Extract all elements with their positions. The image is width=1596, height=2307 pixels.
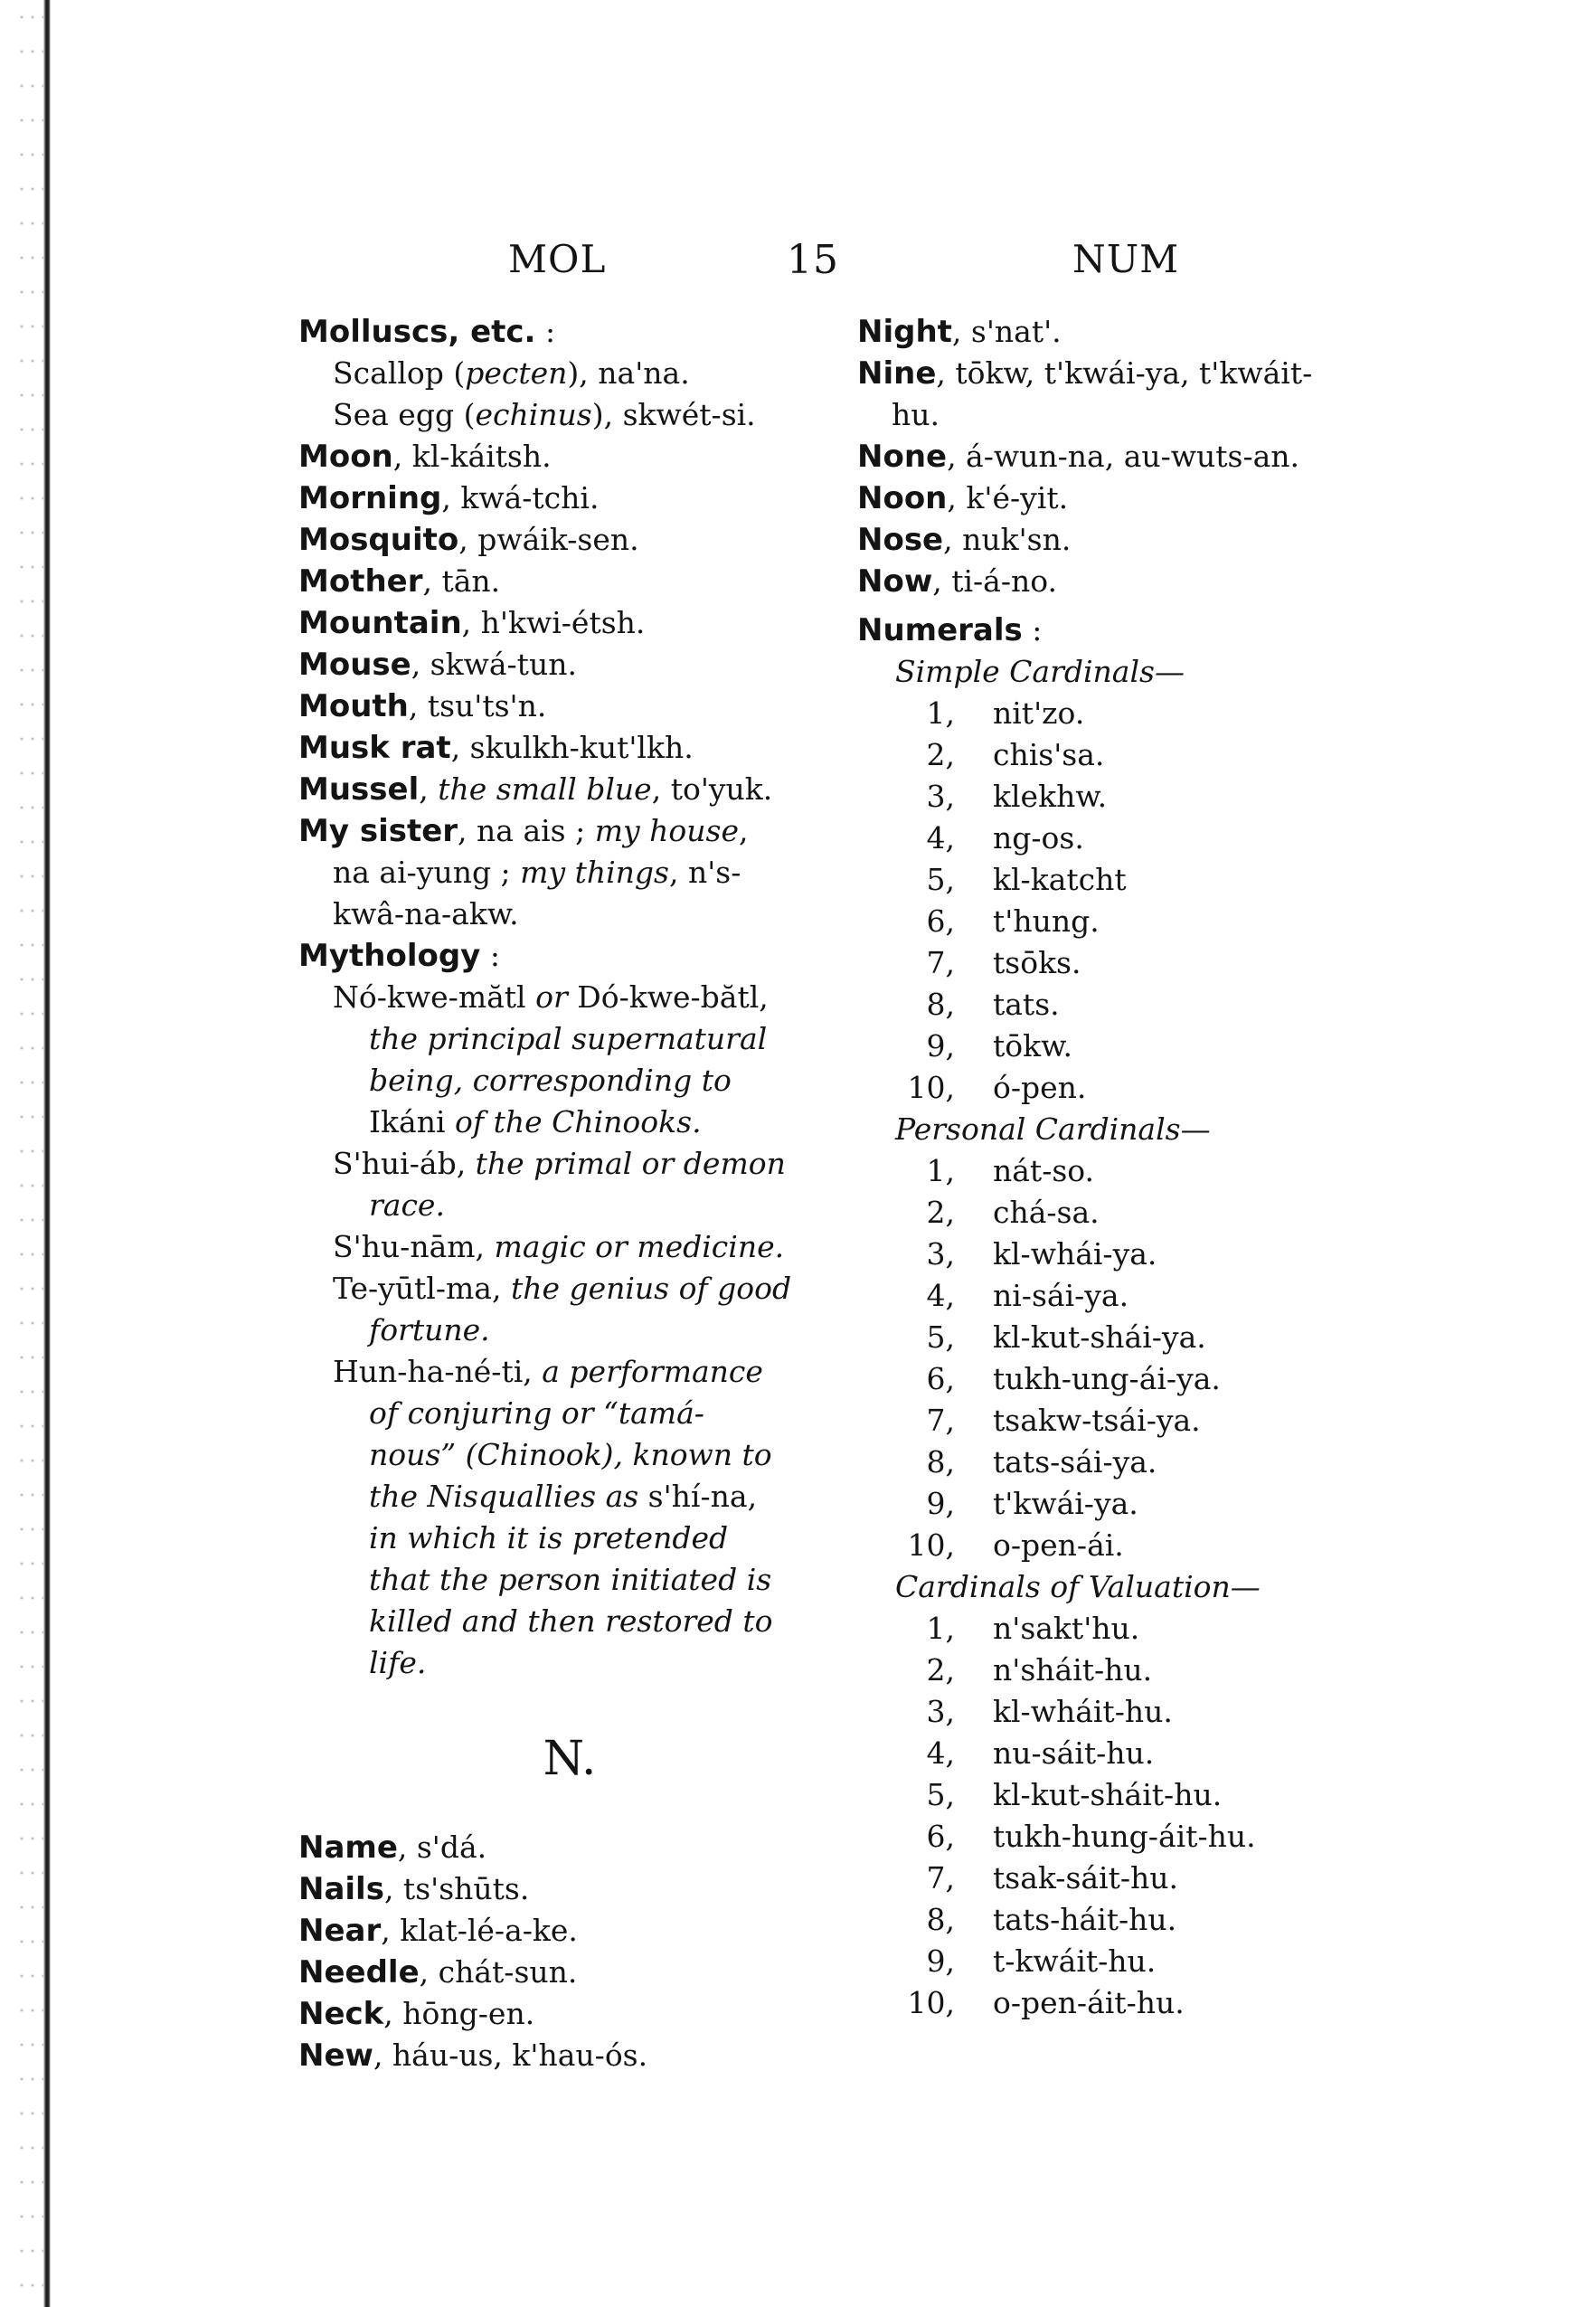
numeral-word: chis'sa. (993, 737, 1105, 772)
numeral-word: klekhw. (993, 779, 1108, 814)
numeral-row (857, 818, 1364, 859)
numeral-number: 2, (926, 1195, 955, 1230)
numeral-word: tsak-sáit-hu. (993, 1860, 1179, 1896)
numeral-number: 7, (926, 945, 955, 980)
numeral-row (857, 1317, 1364, 1358)
numeral-number: 9, (926, 1028, 955, 1064)
entry-nine: Nine, tōkw, t'kwái-ya, t'kwáit- (857, 355, 1313, 392)
numeral-number: 7, (926, 1403, 955, 1438)
page-number: 15 (787, 237, 839, 283)
myth-line: Nó-kwe-mătl or Dó-kwe-bătl, (333, 979, 769, 1015)
entry: Mosquito, pwáik-sen. (298, 522, 639, 558)
myth-line: Te-yūtl-ma, the genius of good (333, 1271, 792, 1306)
numeral-word: tsōks. (993, 945, 1081, 980)
entry: Neck, hōng-en. (298, 1996, 535, 2032)
numeral-row (857, 734, 1364, 776)
numeral-row (857, 1358, 1364, 1400)
numeral-row (857, 1899, 1364, 1941)
numeral-row (857, 1400, 1364, 1442)
numeral-row (857, 1816, 1364, 1858)
numeral-word: tats. (993, 987, 1060, 1022)
numeral-row (857, 693, 1364, 734)
numeral-word: tats-sái-ya. (993, 1444, 1157, 1480)
numeral-number: 1, (926, 1153, 955, 1188)
numeral-number: 3, (926, 1694, 955, 1729)
numeral-word: o-pen-áit-hu. (993, 1985, 1185, 2020)
myth-line: life. (369, 1645, 427, 1680)
numeral-row (857, 1442, 1364, 1483)
numeral-number: 5, (926, 1777, 955, 1812)
numeral-word: t'kwái-ya. (993, 1486, 1138, 1521)
numeral-number: 6, (926, 903, 955, 939)
entry: Needle, chát-sun. (298, 1954, 578, 1990)
numeral-word: n'sháit-hu. (993, 1652, 1153, 1688)
numeral-section-title: Simple Cardinals— (895, 654, 1185, 689)
numeral-word: ó-pen. (993, 1070, 1087, 1105)
myth-line: being, corresponding to (369, 1063, 732, 1098)
numeral-row (857, 1982, 1364, 2024)
numeral-word: tats-háit-hu. (993, 1902, 1177, 1937)
numeral-word: kl-kut-shái-ya. (993, 1319, 1206, 1355)
numeral-number: 2, (926, 737, 955, 772)
numeral-number: 4, (926, 1735, 955, 1771)
entry: Mountain, h'kwi-étsh. (298, 605, 646, 641)
numeral-row (857, 1650, 1364, 1691)
entry: Name, s'dá. (298, 1830, 487, 1866)
running-head-left: MOL (508, 237, 607, 281)
numeral-number: 5, (926, 862, 955, 897)
numeral-section-title: Cardinals of Valuation— (895, 1569, 1261, 1604)
entry-numerals: Numerals : (857, 612, 1043, 648)
right-column (857, 311, 1364, 2024)
myth-line: race. (369, 1187, 445, 1223)
numeral-word: t-kwáit-hu. (993, 1943, 1157, 1979)
numeral-row (857, 1733, 1364, 1774)
entry: Noon, k'é-yit. (857, 480, 1069, 516)
myth-line: fortune. (369, 1312, 490, 1347)
numeral-word: ni-sái-ya. (993, 1278, 1129, 1313)
numeral-word: tsakw-tsái-ya. (993, 1403, 1201, 1438)
numeral-word: tōkw. (993, 1028, 1072, 1064)
headword: Molluscs, etc. (298, 314, 536, 350)
entry: Mouth, tsu'ts'n. (298, 688, 547, 724)
entry-night: Night, s'nat'. (857, 314, 1062, 350)
entry: New, háu-us, k'hau-ós. (298, 2038, 648, 2074)
left-column (298, 311, 805, 2076)
numeral-word: n'sakt'hu. (993, 1611, 1140, 1646)
numeral-number: 9, (926, 1486, 955, 1521)
entry-my-sister: My sister, na ais ; my house, (298, 813, 749, 849)
entry: Nose, nuk'sn. (857, 522, 1072, 558)
numeral-word: kl-kut-sháit-hu. (993, 1777, 1223, 1812)
entry-my-sister-cont: na ai-yung ; my things, n's- (333, 855, 741, 890)
myth-line: of conjuring or “tamá- (369, 1395, 704, 1431)
numeral-number: 9, (926, 1943, 955, 1979)
entry-mussel: Mussel, the small blue, to'yuk. (298, 771, 773, 808)
myth-line: killed and then restored to (369, 1603, 773, 1639)
numeral-row (857, 1192, 1364, 1234)
myth-line: S'hu-nām, magic or medicine. (333, 1229, 785, 1264)
myth-line: Hun-ha-né-ti, a performance (333, 1354, 763, 1389)
entry-molluscs: Molluscs, etc. : (298, 314, 556, 350)
subentry-sea-egg: Sea egg (echinus), skwét-si. (333, 397, 756, 432)
numeral-section-title: Personal Cardinals— (895, 1111, 1211, 1147)
numeral-number: 3, (926, 1236, 955, 1272)
numeral-number: 1, (926, 1611, 955, 1646)
numeral-row (857, 1691, 1364, 1733)
numeral-row (857, 859, 1364, 901)
myth-line: in which it is pretended (369, 1520, 729, 1555)
numeral-sections (857, 651, 1364, 2024)
myth-line: S'hui-áb, the primal or demon (333, 1146, 786, 1181)
myth-line: the principal supernatural (369, 1021, 768, 1056)
numeral-number: 7, (926, 1860, 955, 1896)
numeral-word: nu-sáit-hu. (993, 1735, 1155, 1771)
numeral-number: 6, (926, 1361, 955, 1396)
numeral-word: kl-wháit-hu. (993, 1694, 1173, 1729)
numeral-word: kl-katcht (993, 862, 1127, 897)
numeral-word: ng-os. (993, 820, 1084, 856)
entry-mythology: Mythology : (298, 938, 500, 974)
entry: Nails, ts'shūts. (298, 1871, 530, 1907)
myth-line: the Nisquallies as s'hí-na, (369, 1479, 758, 1514)
numeral-row (857, 1067, 1364, 1109)
myth-line: nous” (Chinook), known to (369, 1437, 772, 1472)
numeral-number: 4, (926, 820, 955, 856)
section-letter: N. (543, 1732, 597, 1786)
running-head-right: NUM (1072, 237, 1180, 281)
entry: Now, ti-á-no. (857, 563, 1058, 600)
subentry-scallop: Scallop (pecten), na'na. (333, 355, 690, 391)
numeral-row (857, 1026, 1364, 1067)
numeral-word: chá-sa. (993, 1195, 1100, 1230)
entry: Mouse, skwá-tun. (298, 647, 577, 683)
numeral-row (857, 1150, 1364, 1192)
entry: Musk rat, skulkh-kut'lkh. (298, 730, 694, 766)
numeral-word: t'hung. (993, 903, 1100, 939)
numeral-row (857, 1234, 1364, 1275)
numeral-row (857, 901, 1364, 942)
numeral-row (857, 1275, 1364, 1317)
numeral-number: 10, (907, 1527, 955, 1563)
numeral-number: 1, (926, 695, 955, 731)
numeral-row (857, 1858, 1364, 1899)
entry: Moon, kl-káitsh. (298, 439, 552, 475)
entry-my-sister-cont: kwâ-na-akw. (333, 896, 519, 931)
numeral-number: 8, (926, 1902, 955, 1937)
numeral-number: 10, (907, 1070, 955, 1105)
entry: Near, klat-lé-a-ke. (298, 1913, 578, 1949)
numeral-number: 4, (926, 1278, 955, 1313)
numeral-word: tukh-ung-ái-ya. (993, 1361, 1221, 1396)
myth-line: Ikáni of the Chinooks. (369, 1104, 702, 1139)
numeral-number: 2, (926, 1652, 955, 1688)
numeral-number: 8, (926, 987, 955, 1022)
entry: Morning, kwá-tchi. (298, 480, 600, 516)
numeral-row (857, 776, 1364, 818)
numeral-row (857, 1774, 1364, 1816)
numeral-number: 6, (926, 1819, 955, 1854)
numeral-word: nit'zo. (993, 695, 1085, 731)
numeral-row (857, 1483, 1364, 1525)
numeral-word: tukh-hung-áit-hu. (993, 1819, 1256, 1854)
numeral-row (857, 1941, 1364, 1982)
numeral-row (857, 1608, 1364, 1650)
numeral-row (857, 1525, 1364, 1566)
numeral-word: kl-whái-ya. (993, 1236, 1157, 1272)
scan-noise (16, 0, 43, 2307)
numeral-row (857, 942, 1364, 984)
numeral-word: nát-so. (993, 1153, 1095, 1188)
numeral-number: 5, (926, 1319, 955, 1355)
entry: None, á-wun-na, au-wuts-an. (857, 439, 1300, 475)
entry-nine-cont: hu. (892, 397, 940, 432)
numeral-word: o-pen-ái. (993, 1527, 1124, 1563)
numeral-number: 3, (926, 779, 955, 814)
myth-line: that the person initiated is (369, 1562, 772, 1597)
numeral-number: 10, (907, 1985, 955, 2020)
numeral-row (857, 984, 1364, 1026)
numeral-number: 8, (926, 1444, 955, 1480)
entry: Mother, tān. (298, 563, 501, 600)
